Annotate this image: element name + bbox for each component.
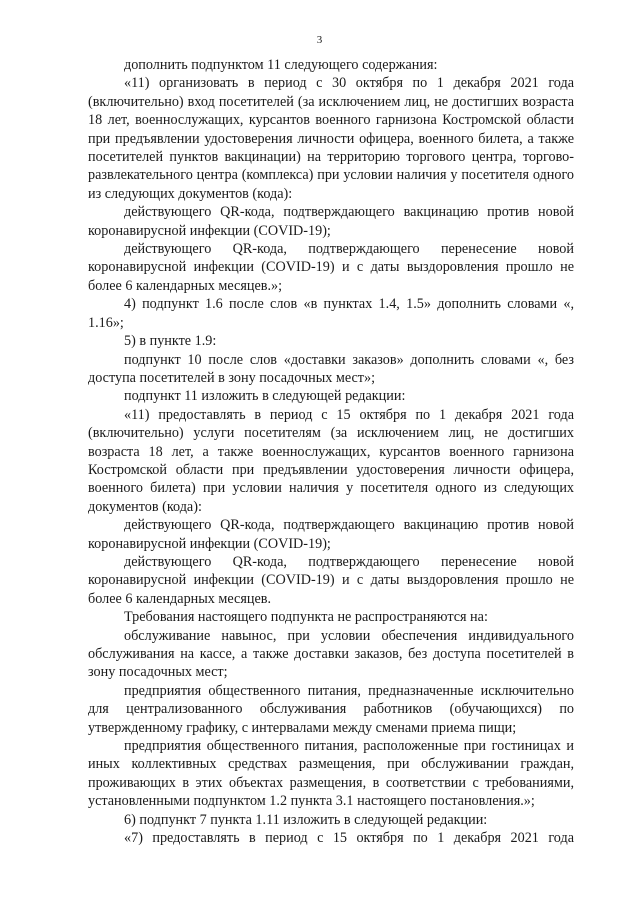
paragraph: Требования настоящего подпункта не распространяются на: bbox=[124, 609, 488, 626]
paragraph: «7) предоставлять в период с 15 октября по 1 декабря 2021 года bbox=[124, 830, 574, 847]
paragraph: дополнить подпунктом 11 следующего содержания: bbox=[124, 57, 438, 73]
paragraph: действующего QR-кода, подтверждающего вакцинацию против новой коронавирусной инфекции (COVID-19); bbox=[88, 204, 574, 239]
paragraph: 5) в пункте 1.9: bbox=[124, 333, 217, 350]
paragraph: «11) организовать в период с 30 октября по 1 декабря 2021 года (включительно) вход посетителей (за исключением лиц, не достигших возраста 18 лет, военнослужащих, курсантов военного гарнизона Костромской области при предъявлении удостоверения личности офицера, военного билета, а также посетителей пунктов вакцинации) на территорию торгового центра, торгово-развлекательного центра (комплекса) при условии наличия у посетителя одного из следующих документов (кода): bbox=[88, 75, 574, 202]
paragraph: 4) подпункт 1.6 после слов «в пунктах 1.4, 1.5» дополнить словами «, 1.16»; bbox=[88, 296, 574, 331]
document-body bbox=[88, 56, 574, 847]
page-number: 3 bbox=[316, 34, 323, 46]
paragraph: действующего QR-кода, подтверждающего перенесение новой коронавирусной инфекции (COVID-19) и с даты выздоровления прошло не более 6 календарных месяцев.»; bbox=[88, 241, 574, 294]
paragraph: действующего QR-кода, подтверждающего вакцинацию против новой коронавирусной инфекции (COVID-19); bbox=[88, 517, 574, 552]
paragraph: предприятия общественного питания, расположенные при гостиницах и иных коллективных средствах размещения, при обслуживании граждан, проживающих в этих объектах размещения, в соответствии с требованиями, установленными подпунктом 1.2 пункта 3.1 настоящего постановления.»; bbox=[88, 738, 574, 810]
paragraph: подпункт 10 после слов «доставки заказов» дополнить словами «, без доступа посетителей в зону посадочных мест»; bbox=[88, 351, 574, 386]
paragraph: действующего QR-кода, подтверждающего перенесение новой коронавирусной инфекции (COVID-19) и с даты выздоровления прошло не более 6 календарных месяцев. bbox=[88, 553, 574, 607]
paragraph: «11) предоставлять в период с 15 октября по 1 декабря 2021 года (включительно) услуги посетителям (за исключением лиц, не достигших возраста 18 лет, а также военнослужащих, курсантов военного гарнизона Костромской области при предъявлении удостоверения личности офицера, военного билета) при условии наличия у посетителя одного из следующих документов (кода): bbox=[88, 406, 574, 515]
paragraph: предприятия общественного питания, предназначенные исключительно для централизованного обслуживания работников (обучающихся) по утвержденному графику, с интервалами между сменами приема пищи; bbox=[88, 682, 574, 736]
paragraph: подпункт 11 изложить в следующей редакции: bbox=[124, 388, 406, 405]
paragraph: 6) подпункт 7 пункта 1.11 изложить в следующей редакции: bbox=[124, 811, 488, 828]
paragraph: обслуживание навынос, при условии обеспечения индивидуального обслуживания на кассе, а также доставки заказов, без доступа посетителей в зону посадочных мест; bbox=[88, 627, 574, 681]
